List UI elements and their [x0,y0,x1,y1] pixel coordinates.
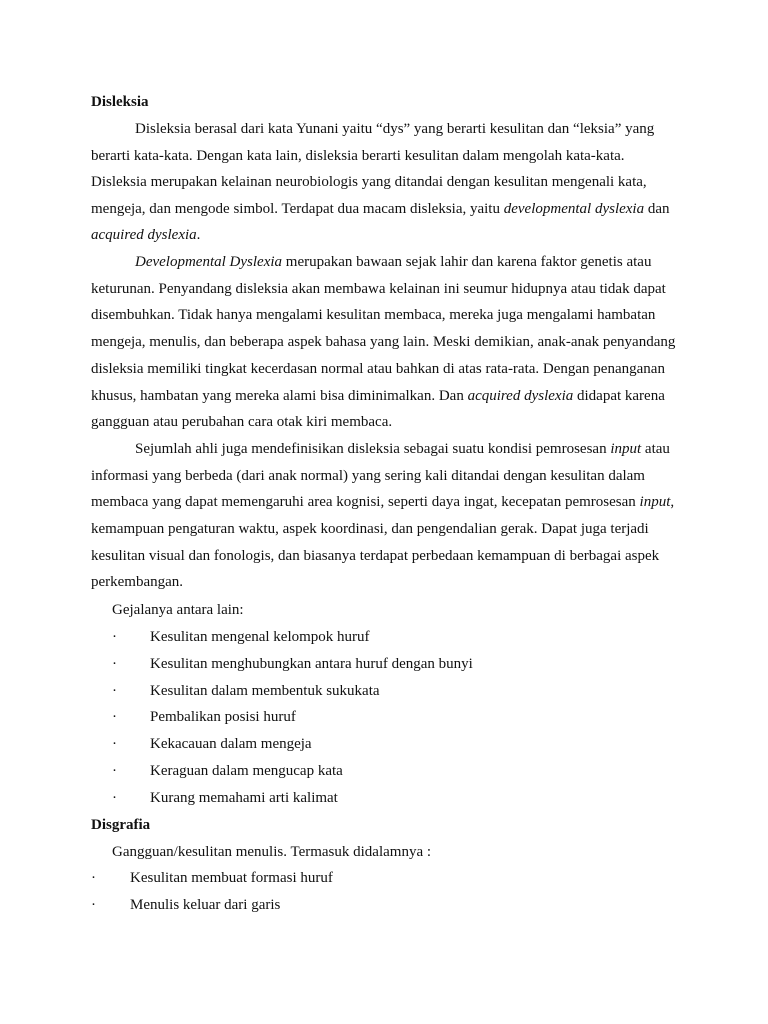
list-item-text: Kurang memahami arti kalimat [150,790,338,806]
text-run: , [670,494,675,510]
text-run: Sejumlah ahli juga mendefinisikan disleksia sebagai suatu kondisi pemrosesan [135,441,611,457]
list-item-text: Menulis keluar dari garis [130,897,281,913]
bullet-icon: · [112,629,117,645]
list-item-text: Kesulitan mengenal kelompok huruf [150,629,370,645]
list-item-text: Kesulitan membuat formasi huruf [130,870,333,886]
paragraph-line [91,199,670,219]
disgrafia-intro: Gangguan/kesulitan menulis. Termasuk didalamnya : [112,844,432,860]
text-run: mengeja, dan mengode simbol. Terdapat dua macam disleksia, yaitu [91,201,504,217]
bullet-icon: · [112,709,117,725]
list-item-text: Pembalikan posisi huruf [150,709,296,725]
paragraph-line [91,492,674,512]
text-run: dan [644,201,670,217]
list-item-text: Keraguan dalam mengucap kata [150,763,343,779]
paragraph-line: berarti kata-kata. Dengan kata lain, disleksia berarti kesulitan dalam mengolah kata-kata. [91,148,625,164]
paragraph-line [135,252,651,272]
paragraph-line: kemampuan pengaturan waktu, aspek koordinasi, dan pengendalian gerak. Dapat juga terjadi [91,521,649,537]
paragraph-line: perkembangan. [91,574,184,590]
italic-term: developmental dyslexia [503,201,645,217]
bullet-icon: · [112,790,117,806]
bullet-icon: · [91,897,96,913]
section-heading-disleksia: Disleksia [91,94,149,110]
paragraph-line [135,439,670,459]
paragraph-line: Disleksia merupakan kelainan neurobiologis yang ditandai dengan kesulitan mengenali kata, [91,174,647,190]
text-run: . [196,227,201,243]
paragraph-line: keturunan. Penyandang disleksia akan membawa kelainan ini seumur hidupnya atau tidak dapat [91,281,666,297]
italic-term: input [610,441,642,457]
paragraph-line: disleksia memiliki tingkat kecerdasan normal atau bahkan di atas rata-rata. Dengan penanganan [91,361,665,377]
bullet-icon: · [112,656,117,672]
italic-term: acquired dyslexia [467,388,574,404]
italic-term: acquired dyslexia [91,227,197,243]
text-run: didapat karena [573,388,665,404]
paragraph-line: kesulitan visual dan fonologis, dan biasanya terdapat perbedaan kemampuan di berbagai aspek [91,548,660,564]
paragraph-line: Disleksia berasal dari kata Yunani yaitu “dys” yang berarti kesulitan dan “leksia” yang [135,121,655,137]
paragraph-line [91,386,665,406]
bullet-icon: · [112,683,117,699]
list-item-text: Kekacauan dalam mengeja [150,736,312,752]
paragraph-line [91,225,200,245]
list-item-text: Kesulitan dalam membentuk sukukata [150,683,380,699]
paragraph-line: informasi yang berbeda (dari anak normal) yang sering kali ditandai dengan kesulitan dalam [91,468,645,484]
italic-term: input [639,494,671,510]
bullet-icon: · [112,763,117,779]
bullet-icon: · [91,870,96,886]
text-run: membaca yang dapat memengaruhi area kognisi, seperti daya ingat, kecepatan pemrosesan [91,494,640,510]
section-heading-disgrafia: Disgrafia [91,817,151,833]
bullet-icon: · [112,736,117,752]
text-run: merupakan bawaan sejak lahir dan karena faktor genetis atau [282,254,652,270]
paragraph-line: disembuhkan. Tidak hanya mengalami kesulitan membaca, mereka juga mengalami hambatan [91,307,656,323]
list-item-text: Kesulitan menghubungkan antara huruf dengan bunyi [150,656,473,672]
paragraph-line: gangguan atau perubahan cara otak kiri membaca. [91,414,393,430]
text-run: khusus, hambatan yang mereka alami bisa diminimalkan. Dan [91,388,468,404]
paragraph-line: mengeja, menulis, dan beberapa aspek bahasa yang lain. Meski demikian, anak-anak penyandang [91,334,676,350]
text-run: atau [641,441,670,457]
italic-term: Developmental Dyslexia [135,254,283,270]
symptoms-intro: Gejalanya antara lain: [112,602,244,618]
